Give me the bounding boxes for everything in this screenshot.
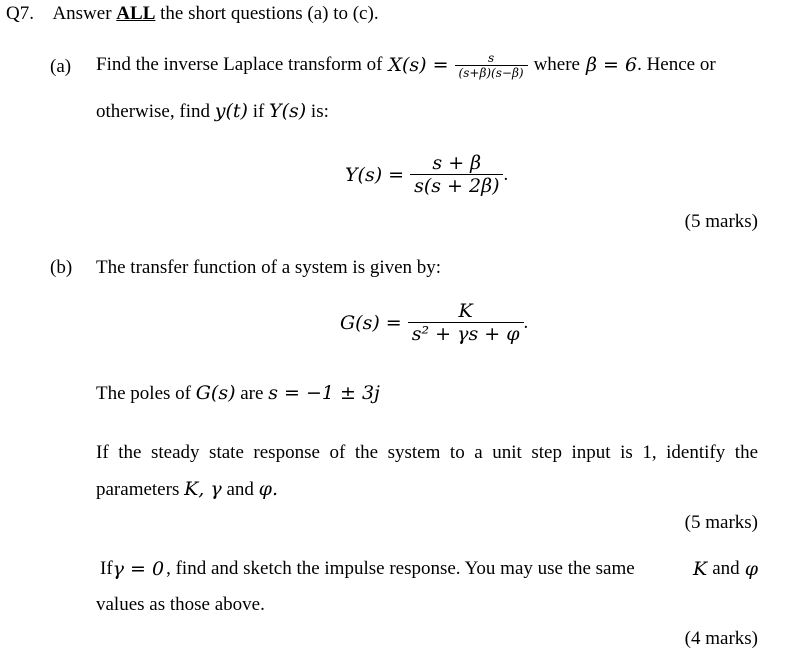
impulse-if: If (100, 558, 113, 579)
poles-text: The poles of (96, 383, 191, 404)
poles-gs: G(s) (195, 382, 236, 404)
impulse-and: and (712, 558, 740, 579)
part-a-line1 (96, 45, 758, 85)
xs-numerator: s (487, 50, 495, 65)
where-text: where (533, 54, 580, 75)
gs-numerator: K (458, 300, 473, 322)
steady-and: and (226, 479, 254, 500)
hence-text: . Hence or (637, 54, 716, 75)
poles-equation: s = −1 ± 3j (268, 382, 380, 404)
gs-equation (340, 300, 528, 345)
intro-prefix: Answer (52, 3, 112, 24)
steady-params: K, γ (184, 478, 222, 500)
part-b-label: (b) (50, 257, 73, 278)
impulse-line1 (100, 558, 758, 580)
beta-value: β = 6 (586, 54, 638, 76)
yt: y(t) (214, 100, 248, 122)
part-b-marks-2: (4 marks) (684, 628, 758, 649)
ys-lhs: Y(s) = (345, 163, 405, 186)
part-b-intro: The transfer function of a system is given by: (96, 257, 442, 278)
impulse-line2: values as those above. (96, 594, 265, 615)
gs-fraction (408, 300, 524, 345)
impulse-phi: φ (744, 558, 758, 580)
question-header (6, 3, 379, 25)
gs-denominator: s² + γs + φ (408, 322, 524, 345)
line2-mid: if (252, 101, 265, 122)
gs-lhs: G(s) = (340, 311, 402, 334)
part-a-marks: (5 marks) (684, 211, 758, 232)
ys-numerator: s + β (432, 152, 482, 174)
intro-suffix: the short questions (a) to (c). (160, 3, 379, 24)
ys-ref: Y(s) (269, 100, 307, 122)
xs-denominator: (s+β)(s−β) (455, 65, 528, 80)
part-a-line2 (96, 100, 329, 123)
impulse-cond: γ = 0 (112, 558, 165, 580)
part-a-line1-text: Find the inverse Laplace transform of (96, 54, 383, 75)
gs-end: . (523, 311, 529, 333)
part-b-marks-1: (5 marks) (684, 512, 758, 533)
line2-suffix: is: (310, 101, 329, 122)
impulse-k: K (693, 558, 708, 580)
intro-emphasis: ALL (116, 3, 156, 24)
steady-line2 (96, 478, 278, 501)
ys-equation (345, 152, 508, 197)
steady-prefix: parameters (96, 479, 180, 500)
steady-phi: φ. (258, 478, 279, 500)
xs-lhs: X(s) = (388, 54, 449, 76)
ys-fraction (410, 152, 503, 197)
poles-are: are (240, 383, 264, 404)
question-number: Q7. (6, 3, 34, 24)
ys-denominator: s(s + 2β) (410, 174, 503, 197)
part-a-label: (a) (50, 56, 72, 77)
line2-prefix: otherwise, find (96, 101, 210, 122)
xs-fraction (455, 51, 528, 80)
ys-end: . (503, 163, 509, 185)
poles-line (96, 382, 380, 405)
steady-line1: If the steady state response of the system to a unit step input is 1, identify the (96, 442, 758, 463)
impulse-rest: , find and sketch the impulse response. You may use the same (166, 558, 635, 579)
